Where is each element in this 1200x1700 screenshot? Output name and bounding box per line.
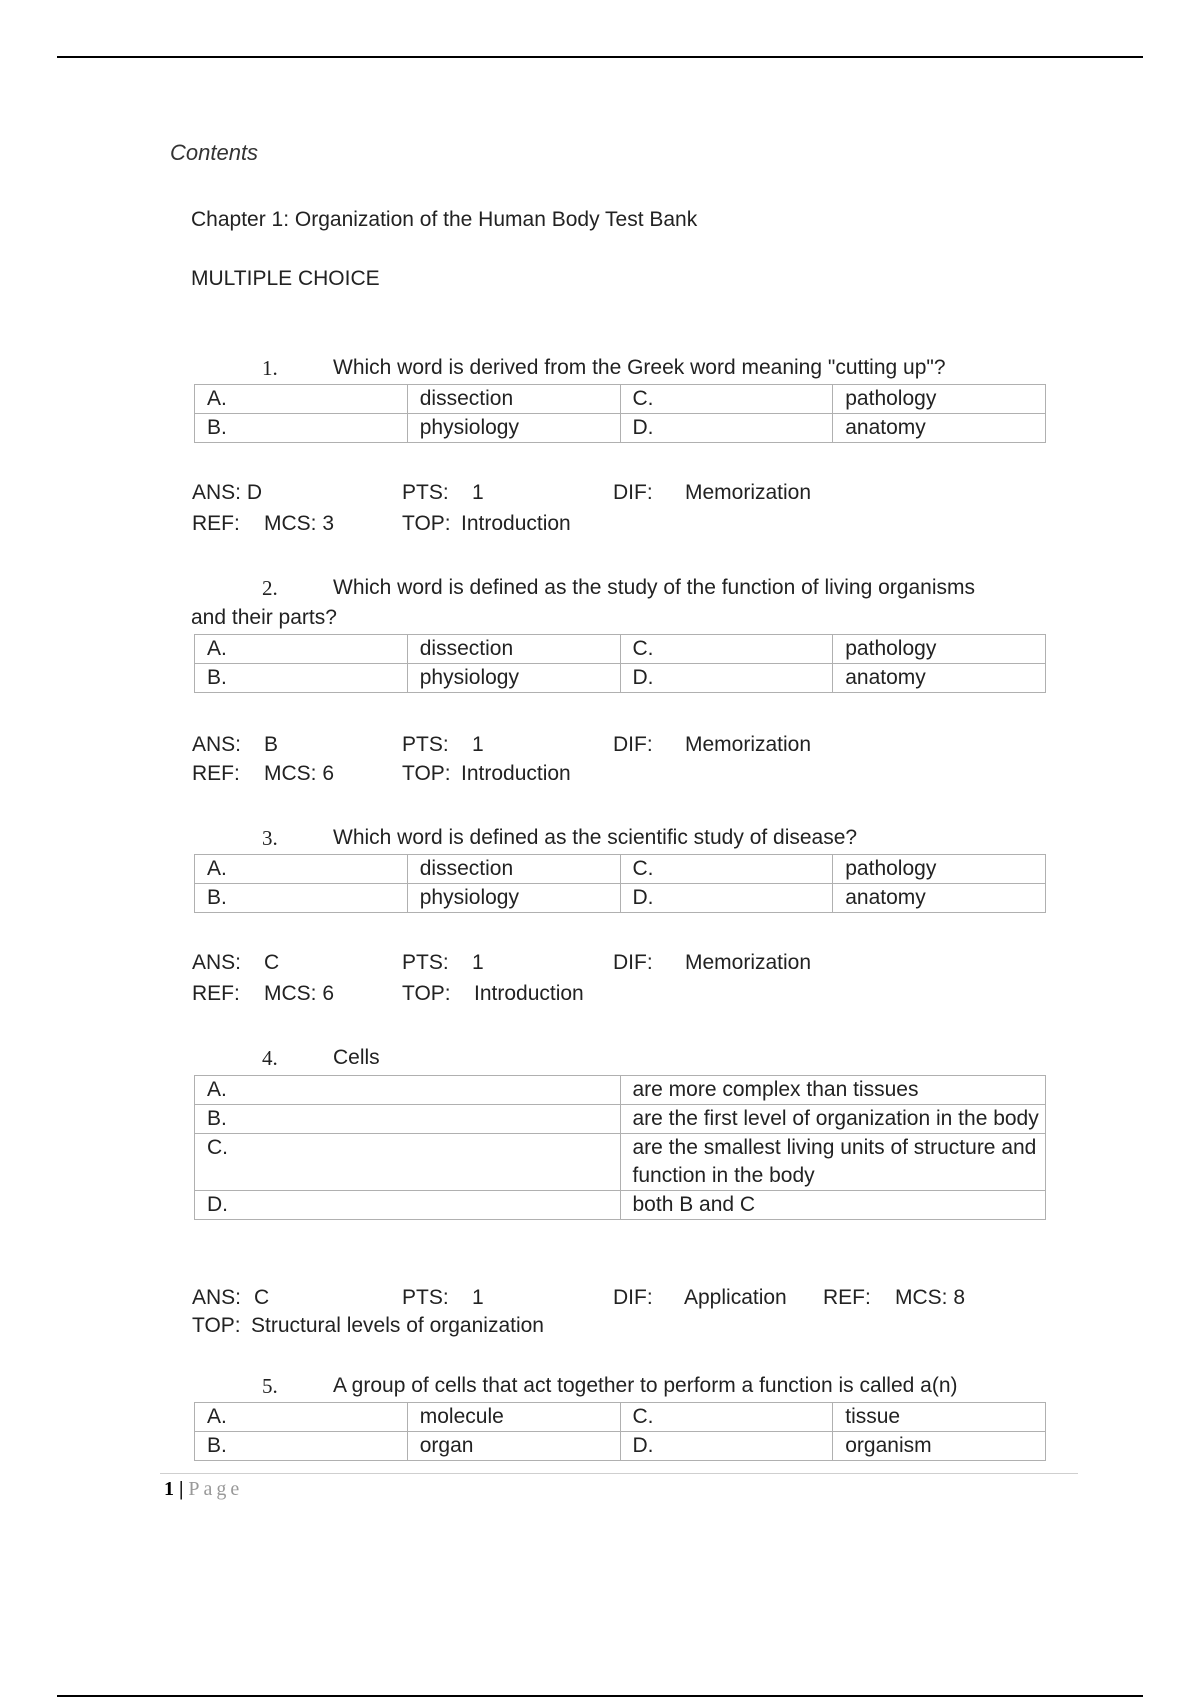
reference-label: REF: xyxy=(192,512,240,535)
option-text: tissue xyxy=(833,1403,1046,1432)
option-letter: B. xyxy=(195,1432,408,1461)
option-letter: D. xyxy=(620,414,833,443)
option-letter: B. xyxy=(195,664,408,693)
option-text: physiology xyxy=(407,664,620,693)
table-row xyxy=(195,884,1046,913)
option-letter: A. xyxy=(195,1403,408,1432)
option-letter: A. xyxy=(195,385,408,414)
reference-label: REF: xyxy=(192,762,240,785)
topic-value: Introduction xyxy=(461,762,571,785)
option-text: are the smallest living units of structure and function in the body xyxy=(620,1134,1046,1191)
points-label: PTS: xyxy=(402,1286,449,1309)
table-row xyxy=(195,1105,1046,1134)
footer-divider xyxy=(160,1473,1078,1474)
option-text: pathology xyxy=(833,635,1046,664)
topic-label: TOP: xyxy=(402,982,451,1005)
points-value: 1 xyxy=(472,481,484,504)
option-text: dissection xyxy=(407,385,620,414)
bottom-rule xyxy=(57,1695,1143,1697)
table-row xyxy=(195,1191,1046,1220)
difficulty-label: DIF: xyxy=(613,481,653,504)
question-text: A group of cells that act together to perform a function is called a(n) xyxy=(333,1374,958,1397)
page-number: 1 xyxy=(164,1478,174,1500)
option-letter: B. xyxy=(195,884,408,913)
question-number: 5. xyxy=(262,1374,278,1398)
option-text: anatomy xyxy=(833,664,1046,693)
option-text: pathology xyxy=(833,385,1046,414)
option-text: physiology xyxy=(407,414,620,443)
points-value: 1 xyxy=(472,1286,484,1309)
answer-value: C xyxy=(254,1286,270,1309)
option-letter: C. xyxy=(620,635,833,664)
option-letter: A. xyxy=(195,855,408,884)
answer: ANS: D xyxy=(192,481,263,504)
options-table xyxy=(194,1402,1046,1461)
options-table xyxy=(194,384,1046,443)
points-value: 1 xyxy=(472,951,484,974)
option-text: anatomy xyxy=(833,884,1046,913)
difficulty-label: DIF: xyxy=(613,733,653,756)
difficulty-value: Memorization xyxy=(685,951,812,974)
reference-label: REF: xyxy=(823,1286,871,1309)
option-text: anatomy xyxy=(833,414,1046,443)
difficulty-label: DIF: xyxy=(613,951,653,974)
option-text: molecule xyxy=(407,1403,620,1432)
question-text: Which word is defined as the scientific study of disease? xyxy=(333,826,858,849)
option-letter: C. xyxy=(620,855,833,884)
option-letter: B. xyxy=(195,1105,621,1134)
difficulty-value: Memorization xyxy=(685,481,812,504)
points-label: PTS: xyxy=(402,733,449,756)
option-text: organ xyxy=(407,1432,620,1461)
option-letter: C. xyxy=(620,1403,833,1432)
option-text: are more complex than tissues xyxy=(620,1076,1046,1105)
question-text: Cells xyxy=(333,1046,380,1069)
chapter-title: Chapter 1: Organization of the Human Body Test Bank xyxy=(191,208,698,231)
answer-label: ANS: xyxy=(192,733,242,756)
option-letter: A. xyxy=(195,635,408,664)
table-row xyxy=(195,855,1046,884)
footer-separator: | xyxy=(179,1478,184,1500)
topic-value: Structural levels of organization xyxy=(251,1314,544,1337)
top-rule xyxy=(57,56,1143,58)
points-label: PTS: xyxy=(402,951,449,974)
page-label: Page xyxy=(188,1478,244,1500)
reference-value: MCS: 6 xyxy=(264,762,335,785)
page-footer xyxy=(164,1478,243,1501)
topic-label: TOP: xyxy=(192,1314,241,1337)
option-letter: C. xyxy=(195,1134,621,1191)
option-letter: C. xyxy=(620,385,833,414)
answer-label: ANS: xyxy=(192,1286,242,1309)
topic-label: TOP: xyxy=(402,762,451,785)
option-letter: B. xyxy=(195,414,408,443)
section-title: MULTIPLE CHOICE xyxy=(191,267,380,290)
option-text: pathology xyxy=(833,855,1046,884)
question-number: 1. xyxy=(262,356,278,380)
points-value: 1 xyxy=(472,733,484,756)
answer-value: B xyxy=(264,733,279,756)
points-label: PTS: xyxy=(402,481,449,504)
table-row xyxy=(195,385,1046,414)
option-text: both B and C xyxy=(620,1191,1046,1220)
option-letter: D. xyxy=(620,884,833,913)
topic-label: TOP: xyxy=(402,512,451,535)
question-number: 4. xyxy=(262,1046,278,1070)
topic-value: Introduction xyxy=(474,982,584,1005)
difficulty-label: DIF: xyxy=(613,1286,653,1309)
contents-heading: Contents xyxy=(170,140,259,165)
options-table xyxy=(194,854,1046,913)
option-text: dissection xyxy=(407,635,620,664)
table-row xyxy=(195,414,1046,443)
question-number: 3. xyxy=(262,826,278,850)
table-row xyxy=(195,1403,1046,1432)
option-letter: D. xyxy=(620,1432,833,1461)
reference-value: MCS: 3 xyxy=(264,512,335,535)
option-letter: D. xyxy=(195,1191,621,1220)
reference-value: MCS: 6 xyxy=(264,982,335,1005)
table-row xyxy=(195,1134,1046,1191)
option-text: organism xyxy=(833,1432,1046,1461)
question-text: Which word is derived from the Greek word meaning "cutting up"? xyxy=(333,356,946,379)
option-letter: A. xyxy=(195,1076,621,1105)
answer-value: C xyxy=(264,951,280,974)
reference-value: MCS: 8 xyxy=(895,1286,966,1309)
question-number: 2. xyxy=(262,576,278,600)
table-row xyxy=(195,1432,1046,1461)
difficulty-value: Application xyxy=(684,1286,787,1309)
option-letter: D. xyxy=(620,664,833,693)
question-text: Which word is defined as the study of the function of living organisms xyxy=(333,576,975,599)
difficulty-value: Memorization xyxy=(685,733,812,756)
table-row xyxy=(195,1076,1046,1105)
table-row xyxy=(195,635,1046,664)
topic-value: Introduction xyxy=(461,512,571,535)
options-table xyxy=(194,634,1046,693)
answer-label: ANS: xyxy=(192,951,242,974)
question-text-continued: and their parts? xyxy=(191,606,337,629)
reference-label: REF: xyxy=(192,982,240,1005)
options-table xyxy=(194,1075,1046,1220)
option-text: dissection xyxy=(407,855,620,884)
option-text: are the first level of organization in the body xyxy=(620,1105,1046,1134)
table-row xyxy=(195,664,1046,693)
option-text: physiology xyxy=(407,884,620,913)
